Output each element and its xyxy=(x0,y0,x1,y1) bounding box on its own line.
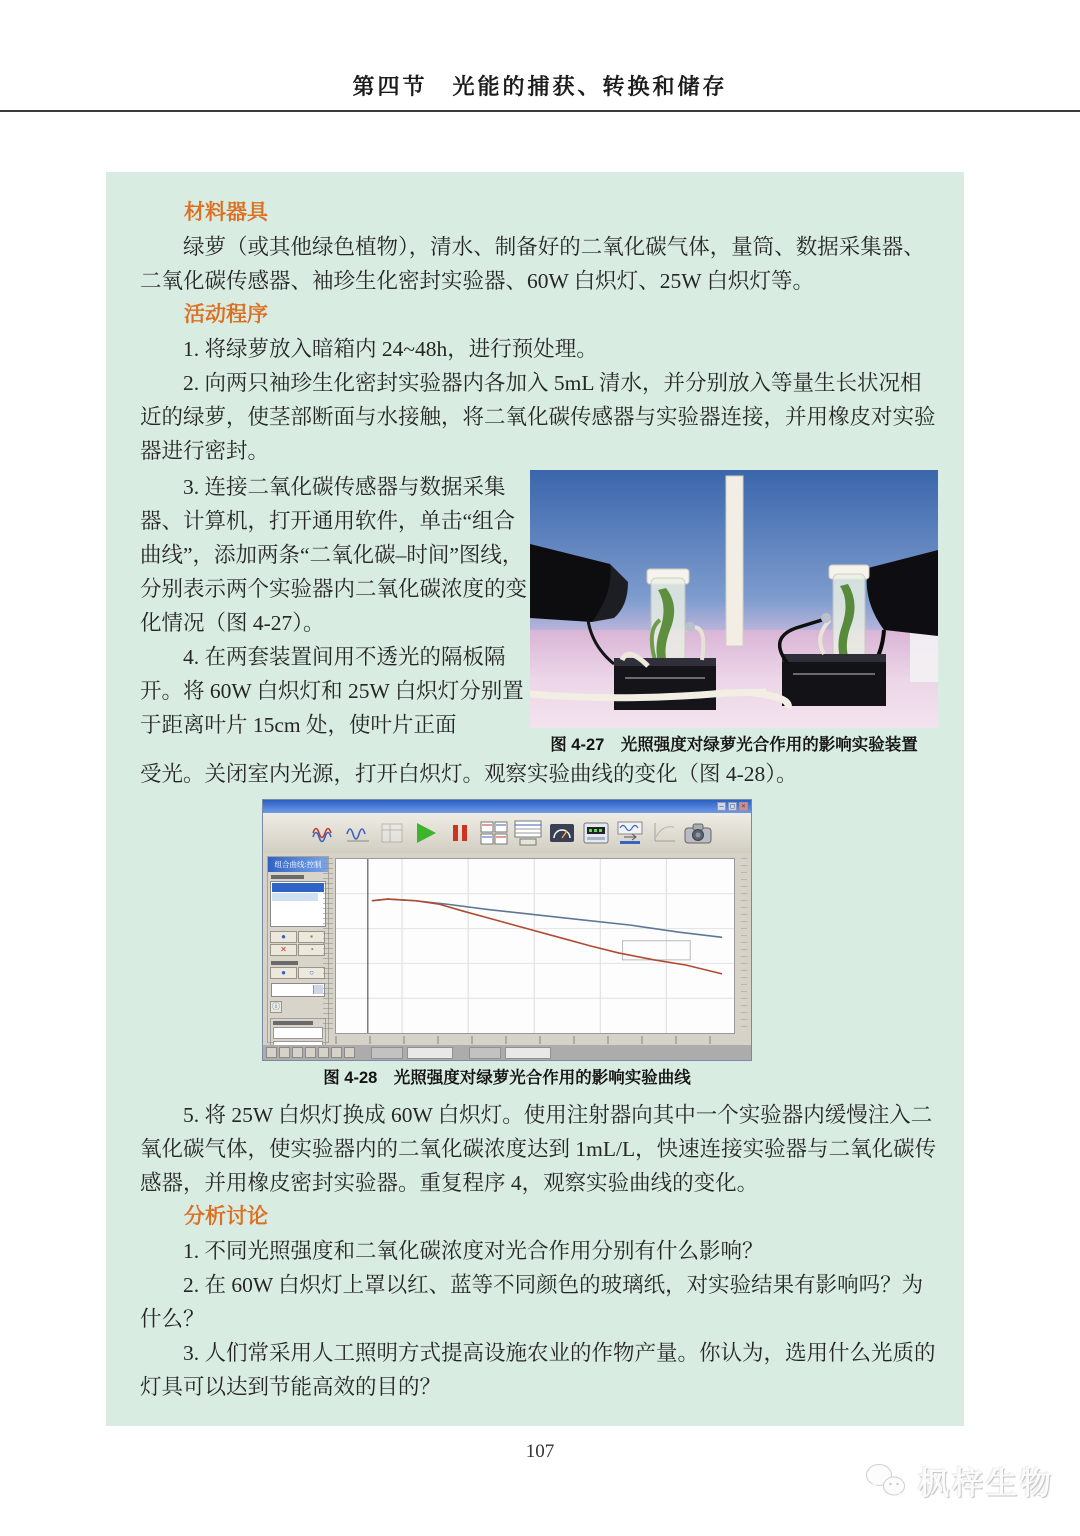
stop-sample-button: ○ xyxy=(298,967,325,979)
discussion-question-2: 2. 在 60W 白炽灯上罩以红、蓝等不同颜色的玻璃纸，对实验结果有影响吗？为什么？ xyxy=(140,1273,924,1331)
procedure-step-1: 1. 将绿萝放入暗箱内 24~48h，进行预处理。 xyxy=(183,337,598,361)
procedure-step-2: 2. 向两只袖珍生化密封实验器内各加入 5mL 清水，并分别放入等量生长状况相近的绿萝，使茎部断面与水接触，将二氧化碳传感器与实验器连接，并用橡皮对实验器进行密封。 xyxy=(140,371,936,463)
procedure-step-4-continued: 受光。关闭室内光源，打开白炽灯。观察实验曲线的变化（图 4-28）。 xyxy=(140,762,798,786)
procedure-step-3: 3. 连接二氧化碳传感器与数据采集器、计算机，打开通用软件，单击“组合曲线”，添加两条“二氧化碳–时间”图线，分别表示两个实验器内二氧化碳浓度的变化情况（图 4-27）。 xyxy=(140,475,528,635)
adc-converter-icon xyxy=(615,818,645,848)
lock-button: ▪ xyxy=(298,931,325,943)
coordinate-label-x xyxy=(371,1047,403,1059)
watermark-text: 枫梓生物 xyxy=(918,1466,1054,1501)
page-number: 107 xyxy=(525,1441,555,1462)
right-interface-slot xyxy=(793,673,875,675)
procedure-heading: 活动程序 xyxy=(184,303,268,326)
right-sensor-connector xyxy=(821,613,831,623)
curve-listbox xyxy=(270,881,326,927)
interval-dropdown xyxy=(271,983,325,997)
figure-4-28-caption: 图 4-28 光照强度对绿萝光合作用的影响实验曲线 xyxy=(323,1069,691,1087)
curve-list-item xyxy=(272,893,318,901)
start-button-icon xyxy=(411,818,441,848)
meter-icon xyxy=(547,818,577,848)
x-axis-spinner xyxy=(273,1027,323,1039)
grid-tool-button xyxy=(344,1047,355,1058)
data-table-icon xyxy=(513,818,543,848)
select-tool-button xyxy=(305,1047,316,1058)
discussion-question-3: 3. 人们常采用人工照明方式提高设施农业的作物产量。你认为，选用什么光质的灯具可以达到节能高效的目的？ xyxy=(140,1341,936,1399)
digital-display-icon xyxy=(581,818,611,848)
fit-tool-button xyxy=(331,1047,342,1058)
pause-button-icon xyxy=(445,818,475,848)
materials-paragraph: 绿萝（或其他绿色植物），清水、制备好的二氧化碳气体，量筒、数据采集器、二氧化碳传感器、袖珍生化密封实验器、60W 白炽灯、25W 白炽灯等。 xyxy=(140,235,925,293)
control-panel-title: 组合曲线:控制 xyxy=(268,857,328,872)
curve-list-item-selected xyxy=(272,883,324,892)
curve-tool2-icon xyxy=(343,818,373,848)
x-axis-ticks xyxy=(335,1036,733,1044)
watermark xyxy=(864,1458,1054,1503)
info-button: ⓘ xyxy=(272,1002,280,1011)
experiment-photo xyxy=(530,470,938,728)
zoom-in-tool-button xyxy=(279,1047,290,1058)
zoom-out-tool-button xyxy=(292,1047,303,1058)
coordinate-field-y xyxy=(505,1047,551,1059)
pan-tool-button xyxy=(266,1047,277,1058)
curve-tool-icon xyxy=(309,818,339,848)
info-label xyxy=(283,1001,323,1013)
header-divider xyxy=(0,110,1080,112)
delete-curve-button: ✕ xyxy=(270,944,297,956)
y-axis-ticks xyxy=(323,858,333,1032)
figure-4-27 xyxy=(530,470,938,757)
crosshair-tool-button xyxy=(318,1047,329,1058)
camera-icon xyxy=(683,818,713,848)
coordinate-label-y xyxy=(469,1047,501,1059)
procedure-step-5: 5. 将 25W 白炽灯换成 60W 白炽灯。使用注射器向其中一个实验器内缓慢注入二氧化碳气体，使实验器内的二氧化碳浓度达到 1mL/L，快速连接实验器与二氧化碳传感器，并用橡皮密封实验器。重复程序 4，观察实验曲线的变化。 xyxy=(140,1103,937,1195)
maximize-icon: □ xyxy=(728,802,737,811)
start-sample-button: ● xyxy=(270,967,297,979)
minimize-icon: – xyxy=(717,802,726,811)
close-icon: × xyxy=(739,802,748,811)
right-interface-box-top xyxy=(782,654,886,662)
procedure-step-4: 4. 在两套装置间用不透光的隔板隔开。将 60W 白炽灯和 25W 白炽灯分别置于距离叶片 15cm 处，使叶片正面 xyxy=(140,645,524,737)
left-sensor-connector xyxy=(685,622,695,632)
table-tool-icon-disabled xyxy=(377,818,407,848)
split-view-icon xyxy=(479,818,509,848)
window-toolbar xyxy=(263,813,751,853)
chart-icon-disabled xyxy=(649,818,679,848)
activity-box xyxy=(106,172,964,1426)
coordinate-field-x xyxy=(407,1047,453,1059)
reset-button: ◔ xyxy=(298,944,325,956)
figure-4-27-caption: 图 4-27 光照强度对绿萝光合作用的影响实验装置 xyxy=(550,736,918,754)
discussion-heading: 分析讨论 xyxy=(184,1205,268,1228)
left-interface-slot xyxy=(625,677,705,679)
discussion-question-1: 1. 不同光照强度和二氧化碳浓度对光合作用分别有什么影响？ xyxy=(183,1239,764,1263)
software-window xyxy=(262,799,752,1061)
right-scale-ticks xyxy=(741,858,747,1032)
divider-pole xyxy=(726,476,743,646)
figure-4-28 xyxy=(262,799,752,1090)
control-panel xyxy=(267,856,329,1043)
add-curve-button: ● xyxy=(270,931,297,943)
wechat-logo-icon xyxy=(864,1462,910,1500)
page-title: 第四节 光能的捕获、转换和储存 xyxy=(352,74,728,99)
window-titlebar xyxy=(263,800,751,813)
co2-time-chart xyxy=(335,858,735,1034)
materials-heading: 材料器具 xyxy=(184,201,268,224)
window-statusbar xyxy=(263,1045,751,1060)
curve-select-label xyxy=(271,875,304,879)
axis-group-label xyxy=(273,1021,313,1025)
